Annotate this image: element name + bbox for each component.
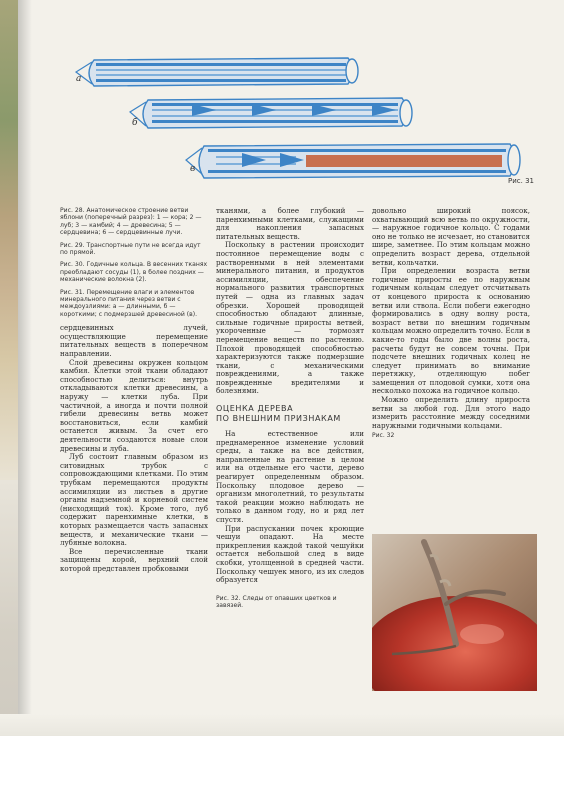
paragraph: Поскольку в растении происходит постоянное перемещение воды с растворенными в ней элементами минерального питания, и продуктов ассимиляции, обеспечение нормального развития транспортных путей — одна из главных задач обрезки. Хорошей проводящей способностью обладают длинные, сильные годичные приросты ветвей, укороченные — тормозят перемещение веществ по растению. Плохой проводящей способностью характеризуются также подмерзшие ткани, с механическими повреждениями, а также поврежденные вредителями и болезнями. xyxy=(216,240,364,396)
paragraph: Все перечисленные ткани защищены корой, верхний слой которой представлен пробковыми xyxy=(60,546,208,573)
paragraph: Слой древесины окружен кольцом камбия. Клетки этой ткани обладают способностью делиться: внутрь откладываются клетки древесины, а наружу — клетки луба. При частичной, а иногда и почти полной гибели древесины ветвь может восстановиться, если камбий останется живым. За счет его деятельности создаются новые слои древесины и луба. xyxy=(60,357,208,453)
figure-31 xyxy=(66,52,530,192)
paragraph: тканями, а более глубокий — паренхимными клетками, служащими для накопления запасных питательных веществ. xyxy=(216,206,364,241)
paragraph: сердцевинных лучей, осуществляющие перемещение питательных веществ в поперечном направлении. xyxy=(60,323,208,359)
middle-body-text-top xyxy=(216,207,364,396)
apple-branch-photo xyxy=(372,534,537,691)
book-gutter-shadow xyxy=(18,0,32,736)
caption-fig-32: Рис. 32. Следы от опавших цветков и завязей. xyxy=(216,594,337,610)
figure-letter-c: в xyxy=(190,164,196,174)
branch-diagram-a xyxy=(76,58,358,86)
caption-fig-31: Рис. 31. Перемещение влаги и элементов минерального питания через ветви с междоузлиями: а — длинными, б — короткими; с подмерзшей древесиной (в). xyxy=(60,288,198,318)
middle-column xyxy=(216,207,364,615)
figure-captions xyxy=(60,207,208,318)
paragraph: На естественное или преднамеренное изменение условий среды, а также на все действия, направленные на растение в целом или на отдельные его части, дерево реагирует определенным образом. Поскольку плодовое дерево — организм многолетний, то результаты такой реакции можно наблюдать не только в данном году, но и ряд лет спустя. xyxy=(216,429,364,524)
paragraph: довольно широкий поясок, охватывающий всю ветвь по окружности, — наружное годичное кольцо. С годами оно не только не исчезает, но становится шире, заметнее. По этим кольцам можно определить возраст дерева, отдельной ветви, кольчатки. xyxy=(372,206,530,267)
caption-fig-28: Рис. 28. Анатомическое строение ветви яблони (поперечный разрез): 1 — кора; 2 — луб; 3 — камбий; 4 — древесина; 5 — сердцевина; 6 — сердцевинные лучи. xyxy=(60,207,202,237)
figure-31-label: Рис. 31 xyxy=(508,177,534,185)
paragraph: Луб состоит главным образом из ситовидных трубок с сопровождающими клетками. По этим трубкам перемещаются продукты ассимиляции из листьев в другие органы надземной и корневой систем (нисходящий ток). Кроме того, луб содержит паренхимные клетки, в которых размещается часть запасных веществ, и механические ткани — лубяные волокна. xyxy=(60,452,208,548)
right-column xyxy=(372,207,530,439)
caption-fig-29: Рис. 29. Транспортные пути не всегда идут по прямой. xyxy=(60,241,201,257)
left-body-text xyxy=(60,324,208,573)
adjacent-page-photo-edge xyxy=(0,0,18,480)
paragraph: При определении возраста ветви годичные приросты ее по наружным годичным кольцам следует отсчитывать от концевого прироста к основанию ветви или ствола. Если побеги ежегодно формировались в одну волну роста, возраст ветви по внешним годичным кольцам можно определить точно. Если в какие-то годы было две волны роста, расчеты будут не совсем точны. При подсчете внешних годичных колец не следует принимать во внимание перетяжку, отделяющую побег замещения от плодовой сумки, хотя она несколько похожа на годичное кольцо. xyxy=(372,266,530,396)
figure-32-label: Рис. 32 xyxy=(372,432,395,440)
middle-body-text-bottom xyxy=(216,430,364,585)
figure-letter-b: б xyxy=(132,118,138,128)
figure-32-photo xyxy=(372,534,537,691)
page-bottom-fold xyxy=(0,714,564,736)
paragraph: При распускании почек кроющие чешуи опадают. На месте прикрепления каждой такой чешуйки остается небольшой след в виде скобки, утолщенной в средней части. Поскольку чешуек много, из их следов образуется xyxy=(216,523,364,585)
section-heading xyxy=(216,404,364,424)
adjacent-page-edge xyxy=(0,480,18,736)
right-body-text xyxy=(372,207,530,430)
caption-fig-30: Рис. 30. Годичные кольца. В весенних тканях преобладают сосуды (1), в более поздних — механические волокна (2). xyxy=(60,261,208,284)
branch-diagram-b xyxy=(130,98,412,128)
figure-letter-a: а xyxy=(76,74,82,84)
section-heading-line-2: ПО ВНЕШНИМ ПРИЗНАКАМ xyxy=(216,414,341,424)
left-column xyxy=(60,207,208,574)
paragraph: Можно определить длину прироста ветви за любой год. Для этого надо измерить расстояние между соседними наружными годичными кольцами. xyxy=(372,395,530,430)
branch-diagram-c xyxy=(186,144,520,178)
section-heading-line-1: ОЦЕНКА ДЕРЕВА xyxy=(216,404,294,414)
